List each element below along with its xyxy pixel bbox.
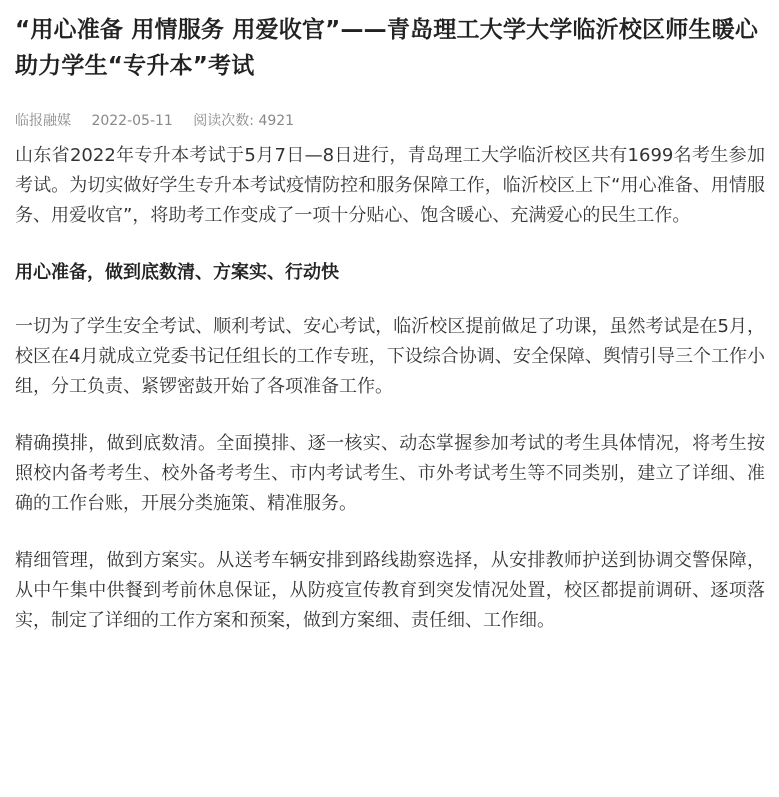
article-body (15, 141, 765, 636)
article-source: 临报融媒 (15, 113, 71, 129)
article-paragraph: 山东省2022年专升本考试于5月7日—8日进行，青岛理工大学临沂校区共有1699名考生参加考试。为切实做好学生专升本考试疫情防控和服务保障工作，临沂校区上下“用心准备、用情服务、用爱收官”，将助考工作变成了一项十分贴心、饱含暖心、充满爱心的民生工作。 (15, 145, 765, 226)
article-paragraph: 精细管理，做到方案实。从送考车辆安排到路线勘察选择，从安排教师护送到协调交警保障，从中午集中供餐到考前休息保证，从防疫宣传教育到突发情况处置，校区都提前调研、逐项落实，制定了详细的工作方案和预案，做到方案细、责任细、工作细。 (15, 550, 765, 631)
article-view-count: 阅读次数: 4921 (193, 113, 295, 129)
section-heading: 用心准备，做到底数清、方案实、行动快 (15, 262, 339, 283)
article-date: 2022-05-11 (91, 113, 173, 129)
article-paragraph: 精确摸排，做到底数清。全面摸排、逐一核实、动态掌握参加考试的考生具体情况，将考生按照校内备考考生、校外备考考生、市内考试考生、市外考试考生等不同类别，建立了详细、准确的工作台账，开展分类施策、精准服务。 (15, 433, 765, 514)
article-title: “用心准备 用情服务 用爱收官”——青岛理工大学大学临沂校区师生暖心助力学生“专升本”考试 (15, 17, 759, 79)
article-meta (15, 110, 765, 132)
article-paragraph: 一切为了学生安全考试、顺利考试、安心考试，临沂校区提前做足了功课，虽然考试是在5月，校区在4月就成立党委书记任组长的工作专班，下设综合协调、安全保障、舆情引导三个工作小组，分工负责、紧锣密鼓开始了各项准备工作。 (15, 316, 765, 397)
